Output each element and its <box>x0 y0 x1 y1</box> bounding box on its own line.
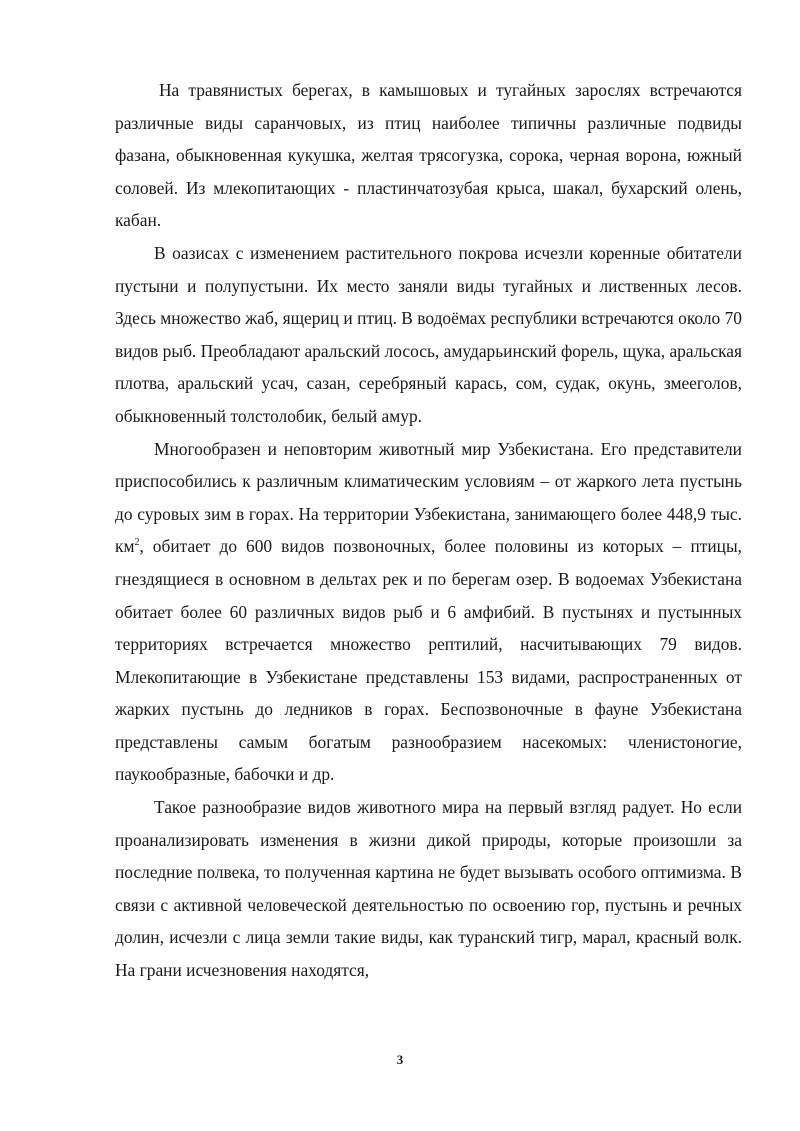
paragraph-3 <box>115 433 742 792</box>
paragraph-2: В оазисах с изменением растительного покрова исчезли коренные обитатели пустыни и полупустыни. Их место заняли виды тугайных и лиственных лесов. Здесь множество жаб, ящериц и птиц. В водоёмах республики встречаются около 70 видов рыб. Преобладают аральский лосось, амударьинский форель, щука, аральская плотва, аральский усач, сазан, серебряный карась, сом, судак, окунь, змееголов, обыкновенный толстолобик, белый амур. <box>115 242 742 426</box>
paragraph-1: На травянистых берегах, в камышовых и тугайных зарослях встречаются различные виды саранчовых, из птиц наиболее типичны различные подвиды фазана, обыкновенная кукушка, желтая трясогузка, сорока, черная ворона, южный соловей. Из млекопитающих - пластинчатозубая крыса, шакал, бухарский олень, кабан. <box>115 80 742 231</box>
page-number: 3 <box>396 1052 404 1067</box>
body-text <box>115 74 742 987</box>
paragraph-3-part-1: Многообразен и неповторим животный мир Узбекистана. Его представители приспособились к различным климатическим условиям – от жаркого лета пустынь до суровых зим в горах. На территории Узбекистана, занимающего более 448,9 тыс. км <box>115 438 742 557</box>
area-unit-superscript: 2 <box>134 537 140 549</box>
paragraph-4: Такое разнообразие видов животного мира на первый взгляд радует. Но если проанализировать изменения в жизни дикой природы, которые произошли за последние полвека, то полученная картина не будет вызывать особого оптимизма. В связи с активной человеческой деятельностью по освоению гор, пустынь и речных долин, исчезли с лица земли такие виды, как туранский тигр, марал, красный волк. На грани исчезновения находятся, <box>115 797 742 981</box>
paragraph-3-part-2: , обитает до 600 видов позвоночных, более половины из которых – птицы, гнездящиеся в основном в дельтах рек и по берегам озер. В водоемах Узбекистана обитает более 60 различных видов рыб и 6 амфибий. В пустынях и пустынных территориях встречается множество рептилий, насчитывающих 79 видов. Млекопитающие в Узбекистане представлены 153 видами, распространенных от жарких пустынь до ледников в горах. Беспозвоночные в фауне Узбекистана представлены самым богатым разнообразием насекомых: членистоногие, паукообразные, бабочки и др. <box>115 536 742 785</box>
